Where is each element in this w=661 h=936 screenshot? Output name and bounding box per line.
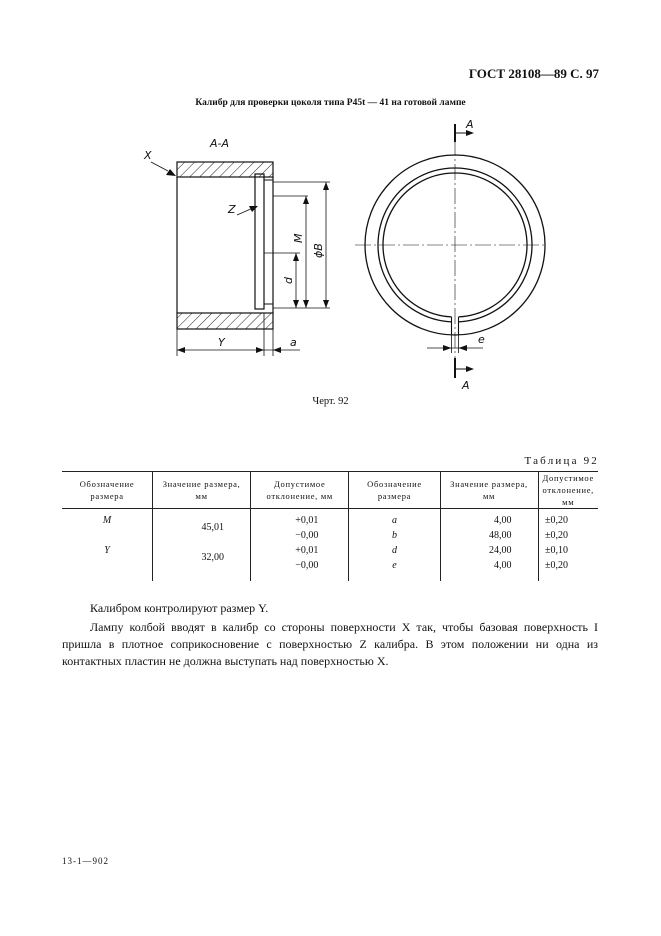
tolerance: −0,00 bbox=[295, 560, 319, 571]
col-header: Значение размера, мм bbox=[440, 472, 538, 509]
section-label: A-A bbox=[210, 137, 230, 150]
symbol: d bbox=[391, 545, 397, 556]
label-e: e bbox=[478, 333, 485, 346]
label-y: Y bbox=[218, 336, 225, 349]
tolerance: +0,01 bbox=[295, 515, 319, 526]
table-cell bbox=[440, 509, 538, 582]
dimensions-table bbox=[62, 471, 598, 581]
col-header: Обозначение размера bbox=[349, 472, 440, 509]
col-header: Допустимое отклонение, мм bbox=[251, 472, 349, 509]
table-row bbox=[62, 509, 598, 582]
col-header: Обозначение размера bbox=[62, 472, 153, 509]
table-cell bbox=[538, 509, 598, 582]
technical-drawing bbox=[0, 0, 661, 400]
tolerance: ±0,20 bbox=[545, 560, 568, 571]
figure-title: Калибр для проверки цоколя типа P45t — 41 на готовой лампе bbox=[195, 98, 466, 108]
cut-label-top: A bbox=[466, 118, 474, 131]
label-phi-b: ϕB bbox=[312, 243, 325, 258]
label-m: M bbox=[292, 233, 305, 243]
value: 24,00 bbox=[489, 545, 512, 556]
col-header: Допустимое отклонение, мм bbox=[538, 472, 598, 509]
tolerance: ±0,20 bbox=[545, 530, 568, 541]
tolerance: −0,00 bbox=[295, 530, 319, 541]
table-cell bbox=[349, 509, 440, 582]
document-header: ГОСТ 28108—89 С. 97 bbox=[468, 66, 599, 81]
table-cell bbox=[153, 509, 251, 582]
footer-code: 13-1—902 bbox=[62, 856, 109, 866]
symbol: M bbox=[102, 515, 112, 526]
value: 4,00 bbox=[494, 560, 512, 571]
label-x: X bbox=[144, 149, 152, 162]
value: 45,01 bbox=[201, 522, 225, 533]
symbol: e bbox=[392, 560, 397, 571]
tolerance: +0,01 bbox=[295, 545, 319, 556]
label-z: Z bbox=[228, 203, 236, 216]
figure-caption: Черт. 92 bbox=[312, 396, 349, 407]
cut-label-bottom: A bbox=[462, 379, 470, 392]
value: 48,00 bbox=[489, 530, 512, 541]
table-caption: Таблица 92 bbox=[524, 455, 599, 467]
tolerance: ±0,10 bbox=[545, 545, 568, 556]
value: 32,00 bbox=[201, 552, 225, 563]
label-d: d bbox=[282, 277, 295, 284]
table-cell bbox=[62, 509, 153, 582]
symbol: Y bbox=[104, 545, 110, 556]
table-cell bbox=[251, 509, 349, 582]
front-view bbox=[355, 124, 545, 378]
col-header: Значение размера, мм bbox=[153, 472, 251, 509]
symbol: a bbox=[391, 515, 397, 526]
paragraph: Калибром контролируют размер Y. bbox=[90, 601, 269, 615]
symbol: b bbox=[391, 530, 397, 541]
label-a: a bbox=[290, 336, 297, 349]
value: 4,00 bbox=[494, 515, 512, 526]
paragraph: Лампу колбой вводят в калибр со стороны поверхности X так, чтобы базовая поверхность I пришла в плотное соприкосновение с поверхностью Z калибра. В этом положении ни одна из контактных пластин не должна выступать над поверхностью X. bbox=[62, 620, 598, 668]
table-header-row bbox=[62, 472, 598, 509]
section-view bbox=[151, 162, 330, 356]
tolerance: ±0,20 bbox=[545, 515, 568, 526]
